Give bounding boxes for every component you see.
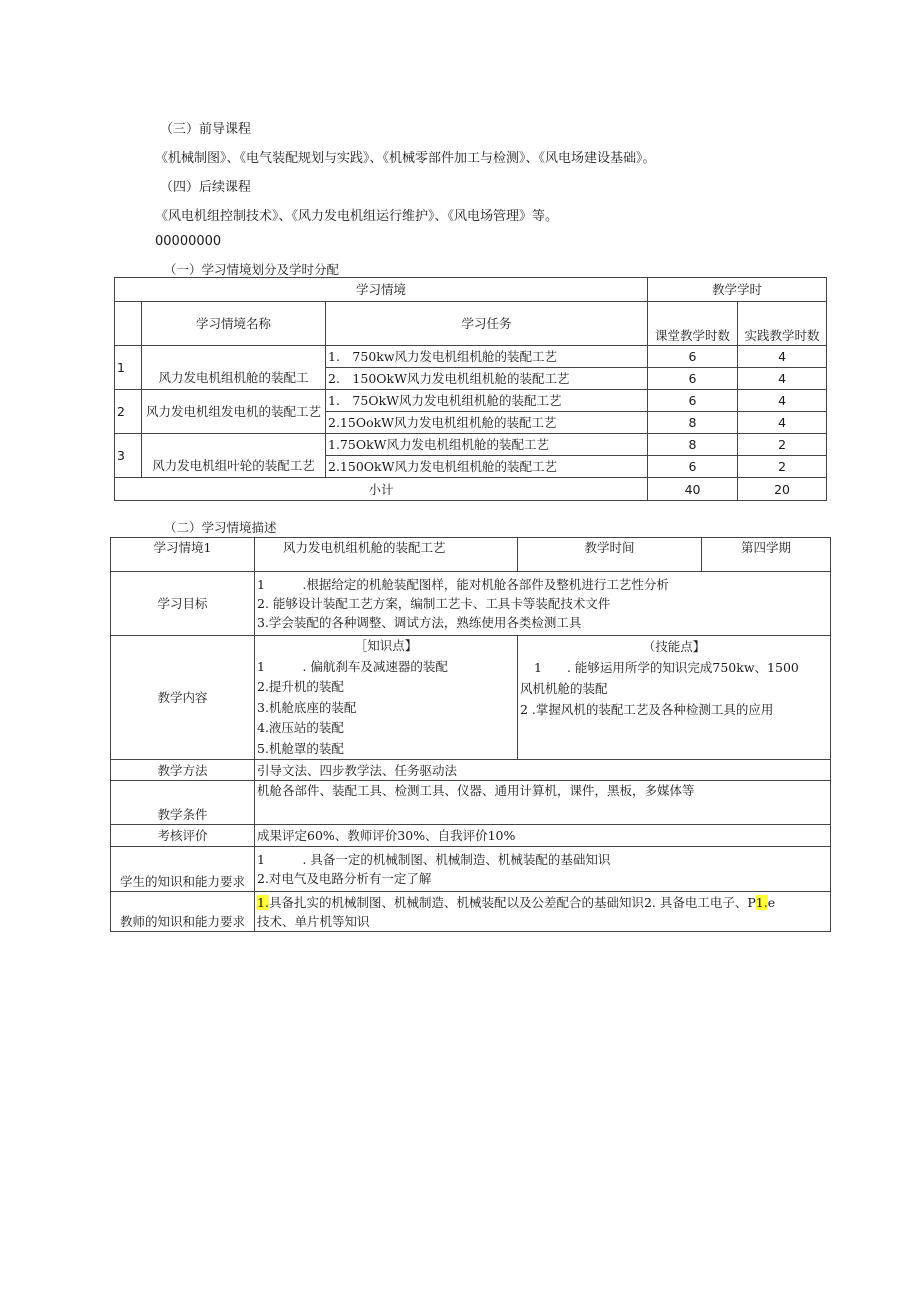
practice-hours-cell: 2 <box>738 434 827 456</box>
assessment-value: 成果评定60%、教师评价30%、自我评价10% <box>255 825 831 847</box>
header-situation-name: 学习情境名称 <box>142 302 326 346</box>
situation-description-table <box>110 537 831 932</box>
table1-caption: （一）学习情境划分及学时分配 <box>164 262 340 277</box>
knowledge-item: 4.液压站的装配 <box>257 720 344 735</box>
knowledge-points <box>255 636 518 760</box>
student-requirement-item: 2.对电气及电路分析有一定了解 <box>257 871 432 886</box>
learning-goals <box>255 572 831 636</box>
practice-hours-cell: 4 <box>738 346 827 368</box>
teacher-requirement-line: 技术、单片机等知识 <box>257 913 370 929</box>
table-row <box>115 434 827 456</box>
knowledge-title: ［知识点】 <box>354 638 418 653</box>
learning-goal-label: 学习目标 <box>111 572 255 636</box>
subtotal-row <box>115 478 827 501</box>
class-hours-cell: 6 <box>648 346 738 368</box>
subtotal-label: 小计 <box>115 478 648 501</box>
teacher-requirements <box>255 892 831 932</box>
teaching-condition-label: 教学条件 <box>111 781 255 825</box>
prerequisite-courses-text: 《机械制图》、《电气装配规划与实践》、《机械零部件加工与检测》、《风电场建设基础》。 <box>155 151 656 166</box>
practice-hours-cell: 4 <box>738 390 827 412</box>
student-requirements <box>255 847 831 892</box>
practice-hours-cell: 4 <box>738 368 827 390</box>
skill-points <box>518 636 831 760</box>
student-requirement-item: 1 . 具备一定的机械制图、机械制造、机械装配的基础知识 <box>257 852 611 867</box>
knowledge-item: 5.机舱罩的装配 <box>257 740 344 756</box>
teaching-method-label: 教学方法 <box>111 760 255 781</box>
task-cell: 2.15OokW风力发电机组机舱的装配工艺 <box>326 412 648 434</box>
practice-hours-cell: 2 <box>738 456 827 478</box>
class-hours-cell: 6 <box>648 390 738 412</box>
table2-caption: （二）学习情境描述 <box>164 520 277 535</box>
situation-label: 学习情境1 <box>111 538 255 572</box>
header-class-hours: 课堂教学时数 <box>648 302 738 346</box>
teaching-method-value: 引导文法、四步教学法、任务驱动法 <box>255 760 831 781</box>
subtotal-class-hours: 40 <box>648 478 738 501</box>
highlight-mark: 1. <box>257 894 269 910</box>
hours-allocation-table <box>114 277 827 501</box>
situation-name: 风力发电机组机舱的装配工 <box>142 346 326 390</box>
teaching-content-label: 教学内容 <box>111 636 255 760</box>
situation-number: 3 <box>115 434 142 478</box>
task-cell: 1. 750kw风力发电机组机舱的装配工艺 <box>326 346 648 368</box>
knowledge-item: 3.机舱底座的装配 <box>257 699 357 715</box>
teaching-time-value: 第四学期 <box>702 538 831 572</box>
class-hours-cell: 6 <box>648 456 738 478</box>
assessment-label: 考核评价 <box>111 825 255 847</box>
situation-name: 风力发电机组发电机的装配工艺 <box>142 390 326 434</box>
goal-item: 3.学会装配的各种调整、调试方法，熟练使用各类检测工具 <box>257 615 582 630</box>
situation-number: 1 <box>115 346 142 390</box>
table-row <box>115 390 827 412</box>
skill-item: 2 .掌握风机的装配工艺及各种检测工具的应用 <box>520 702 774 717</box>
task-cell: 1.75OkW风力发电机组机舱的装配工艺 <box>326 434 648 456</box>
teacher-requirement-tail: e <box>767 894 776 910</box>
teaching-condition-value: 机舱各部件、装配工具、检测工具、仪器、通用计算机，课件，黑板，多媒体等 <box>255 781 831 825</box>
highlight-mark: 1. <box>755 894 768 910</box>
class-hours-cell: 8 <box>648 412 738 434</box>
table-row <box>115 346 827 368</box>
knowledge-item: 1 . 偏航刹车及减速器的装配 <box>257 658 448 674</box>
task-cell: 2.150OkW风力发电机组机舱的装配工艺 <box>326 456 648 478</box>
goal-item: 1 .根据给定的机舱装配图样，能对机舱各部件及整机进行工艺性分析 <box>257 577 669 592</box>
followup-courses-text: 《风电机组控制技术》、《风力发电机组运行维护》、《风电场管理》等。 <box>155 209 559 224</box>
skill-item: 1 . 能够运用所学的知识完成750kw、1500 <box>534 660 799 675</box>
student-requirements-label: 学生的知识和能力要求 <box>111 847 255 892</box>
teaching-time-label: 教学时间 <box>518 538 702 572</box>
subtotal-practice-hours: 20 <box>738 478 827 501</box>
header-task: 学习任务 <box>326 302 648 346</box>
header-blank <box>115 302 142 346</box>
situation-name: 风力发电机组机舱的装配工艺 <box>255 538 518 572</box>
teacher-requirement-line <box>257 893 828 912</box>
practice-hours-cell: 4 <box>738 412 827 434</box>
class-hours-cell: 8 <box>648 434 738 456</box>
class-hours-cell: 6 <box>648 368 738 390</box>
task-cell: 2. 150OkW风力发电机组机舱的装配工艺 <box>326 368 648 390</box>
situation-number: 2 <box>115 390 142 434</box>
header-situation: 学习情境 <box>115 278 648 302</box>
situation-name: 风力发电机组叶轮的装配工艺 <box>142 434 326 478</box>
heading-prerequisite-courses: （三）前导课程 <box>160 122 252 137</box>
heading-followup-courses: （四）后续课程 <box>160 180 252 195</box>
goal-item: 2. 能够设计装配工艺方案，编制工艺卡、工具卡等装配技术文件 <box>257 596 611 611</box>
teacher-requirement-text: 具备扎实的机械制图、机械制造、机械装配以及公差配合的基础知识2. 具备电工电子、P <box>268 894 756 910</box>
teacher-requirements-label: 教师的知识和能力要求 <box>111 892 255 932</box>
knowledge-item: 2.提升机的装配 <box>257 679 344 694</box>
task-cell: 1. 75OkW风力发电机组机舱的装配工艺 <box>326 390 648 412</box>
skill-item: 风机机舱的装配 <box>520 681 608 696</box>
code-line: 00000000 <box>155 234 222 249</box>
header-practice-hours: 实践教学时数 <box>738 302 827 346</box>
skill-title: （技能点】 <box>642 639 706 654</box>
header-teaching-hours: 教学学时 <box>648 278 827 302</box>
